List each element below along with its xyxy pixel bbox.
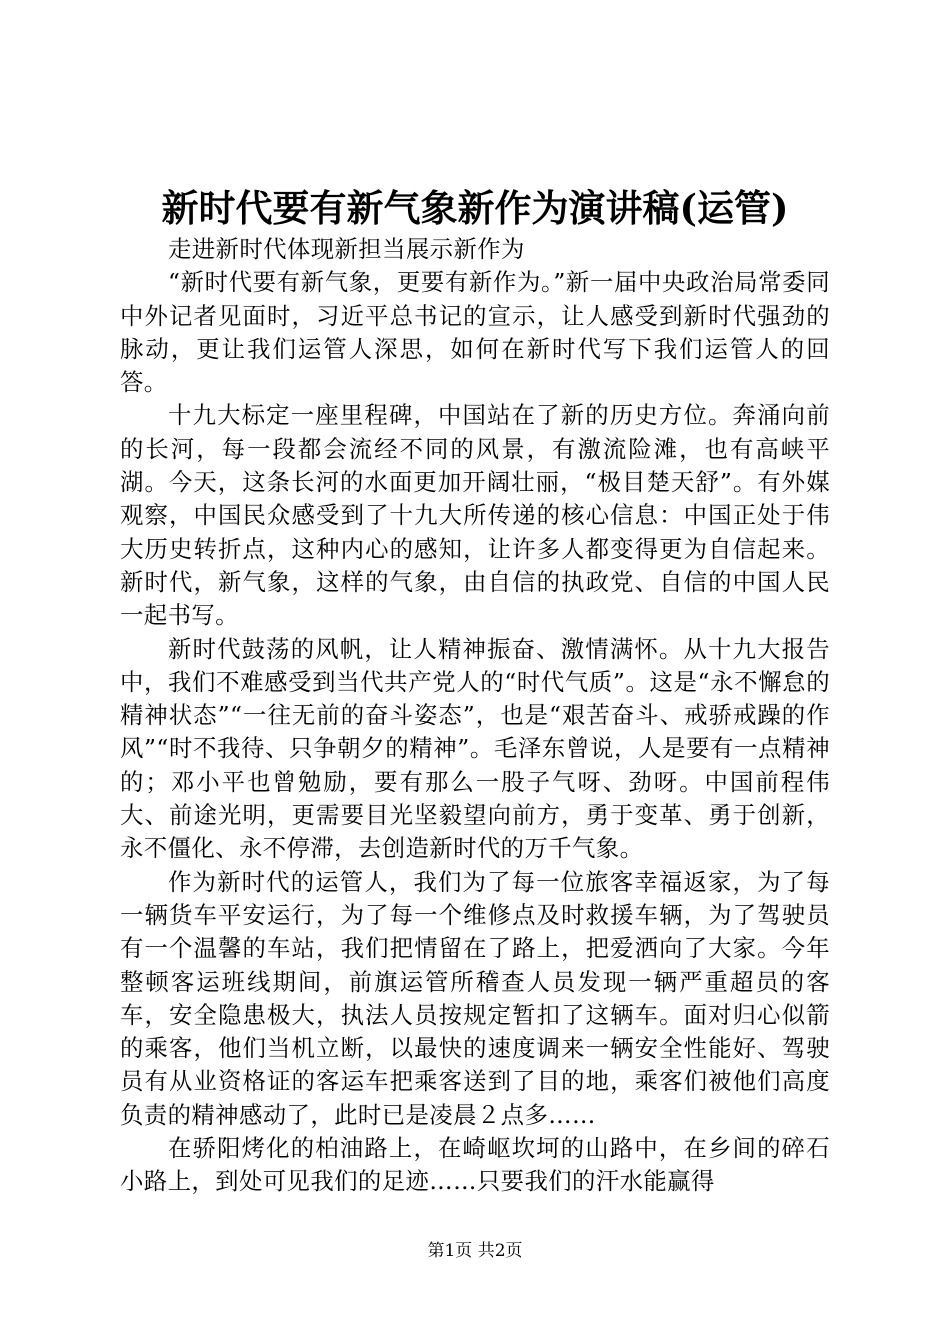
paragraph: 在骄阳烤化的柏油路上，在崎岖坎坷的山路中，在乡间的碎石小路上，到处可见我们的足迹……只要我们的汗水能赢得 [120,1134,830,1196]
paragraph-subtitle: 走进新时代体现新担当展示新作为 [167,235,525,263]
paragraph: “新时代要有新气象，更要有新作为。”新一届中央政治局常委同中外记者见面时，习近平总书记的宣示，让人感受到新时代强劲的脉动，更让我们运管人深思，如何在新时代写下我们运管人的回答。 [120,268,830,397]
paragraph: 新时代鼓荡的风帆，让人精神振奋、激情满怀。从十九大报告中，我们不难感受到当代共产党人的“时代气质”。这是“永不懈怠的精神状态”“一往无前的奋斗姿态”，也是“艰苦奋斗、戒骄戒躁的作风”“时不我待、只争朝夕的精神”。毛泽东曾说，人是要有一点精神的；邓小平也曾勉励，要有那么一股子气呀、劲呀。中国前程伟大、前途光明，更需要目光坚毅望向前方，勇于变革、勇于创新，永不僵化、永不停滞，去创造新时代的万千气象。 [120,634,830,863]
paragraph: 作为新时代的运管人，我们为了每一位旅客幸福返家，为了每一辆货车平安运行，为了每一个维修点及时救援车辆，为了驾驶员有一个温馨的车站，我们把情留在了路上，把爱洒向了大家。今年整顿客运班线期间，前旗运管所稽查人员发现一辆严重超员的客车，安全隐患极大，执法人员按规定暂扣了这辆车。面对归心似箭的乘客，他们当机立断，以最快的速度调来一辆安全性能好、驾驶员有从业资格证的客运车把乘客送到了目的地，乘客们被他们高度负责的精神感动了，此时已是凌晨２点多…… [120,867,830,1129]
document-title: 新时代要有新气象新作为演讲稿(运管) [161,186,789,230]
document-body [120,233,830,1199]
page-footer: 第1页 共2页 [427,1241,523,1261]
paragraph: 十九大标定一座里程碑，中国站在了新的历史方位。奔涌向前的长河，每一段都会流经不同的风景，有激流险滩，也有高峡平湖。今天，这条长河的水面更加开阔壮丽，“极目楚天舒”。有外媒观察，中国民众感受到了十九大所传递的核心信息：中国正处于伟大历史转折点，这种内心的感知，让许多人都变得更为自信起来。新时代，新气象，这样的气象，由自信的执政党、自信的中国人民一起书写。 [120,401,830,630]
